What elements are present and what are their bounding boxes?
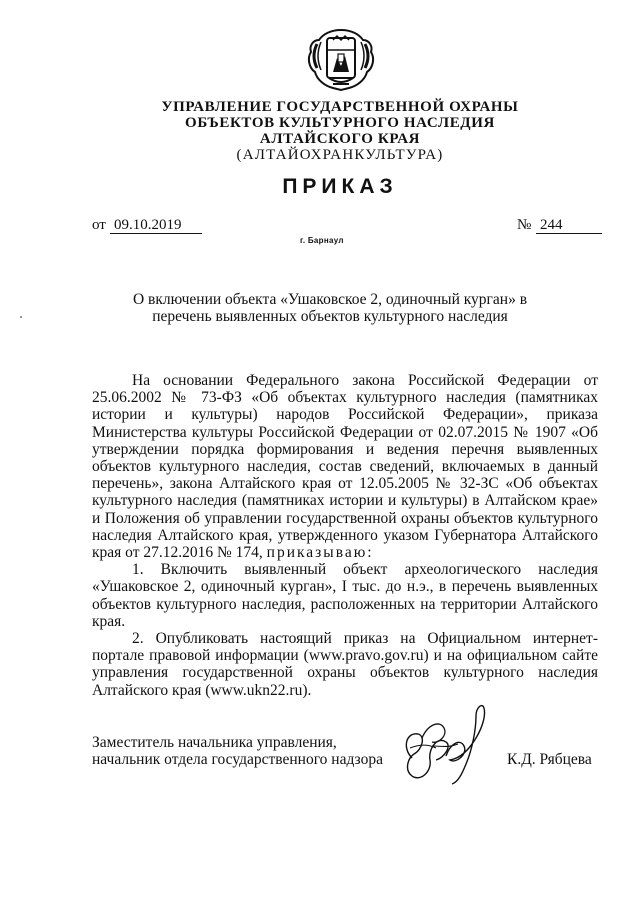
signer-name: К.Д. Рябцева	[507, 751, 592, 768]
document-number: 244	[536, 217, 602, 234]
preamble-text: На основании Федерального закона Российской Федерации от 25.06.2002 № 73-ФЗ «Об объектах культурного наследия (памятниках истории и культуры) народов Российской Федерации», приказа Министерства культуры Российской Федерации от 02.07.2015 № 1907 «Об утверждении порядка формирования и ведения перечня выявленных объектов культурного наследия, состав сведений, включаемых в данный перечень», закона Алтайского края от 12.05.2005 № 32-ЗС «Об объектах культурного наследия (памятниках истории и культуры) в Алтайском крае» и Положения об управлении государственной охраны объектов культурного наследия Алтайского края, утвержденного указом Губернатора Алтайского края от 27.12.2016 № 174,	[92, 372, 598, 562]
document-body	[92, 372, 598, 699]
document-city: г. Барнаул	[300, 236, 344, 245]
order-word: приказываю:	[266, 544, 374, 562]
signer-position-line-2: начальник отдела государственного надзора	[92, 751, 383, 768]
subject-line-1: О включении объекта «Ушаковское 2, одиночный курган» в	[132, 291, 528, 308]
coat-of-arms-icon	[303, 28, 379, 92]
org-name-line-1: УПРАВЛЕНИЕ ГОСУДАРСТВЕННОЙ ОХРАНЫ	[161, 99, 519, 115]
preamble-paragraph	[92, 372, 598, 561]
org-name-line-2: ОБЪЕКТОВ КУЛЬТУРНОГО НАСЛЕДИЯ	[185, 115, 495, 131]
handwritten-signature-icon	[392, 698, 502, 790]
scan-speck	[20, 316, 22, 318]
signer-position	[92, 734, 392, 768]
org-name-line-3: АЛТАЙСКОГО КРАЯ	[259, 131, 421, 147]
document-subject	[110, 291, 550, 325]
org-short-name: (АЛТАЙОХРАНКУЛЬТУРА)	[236, 147, 444, 163]
subject-line-2: перечень выявленных объектов культурного наследия	[152, 308, 508, 325]
number-prefix: №	[517, 217, 532, 233]
signer-position-line-1: Заместитель начальника управления,	[92, 734, 337, 751]
date-prefix: от	[92, 217, 106, 233]
document-type: ПРИКАЗ	[282, 175, 398, 198]
order-item-1: 1. Включить выявленный объект археологического наследия «Ушаковское 2, одиночный курган», I тыс. до н.э., в перечень выявленных объектов культурного наследия, расположенных на территории Алтайского края.	[92, 561, 598, 630]
document-date: 09.10.2019	[110, 217, 202, 234]
order-item-2: 2. Опубликовать настоящий приказ на Официальном интернет-портале правовой информации (www.pravo.gov.ru) и на официальном сайте управления государственной охраны объектов культурного наследия Алтайского края (www.ukn22.ru).	[92, 630, 598, 699]
